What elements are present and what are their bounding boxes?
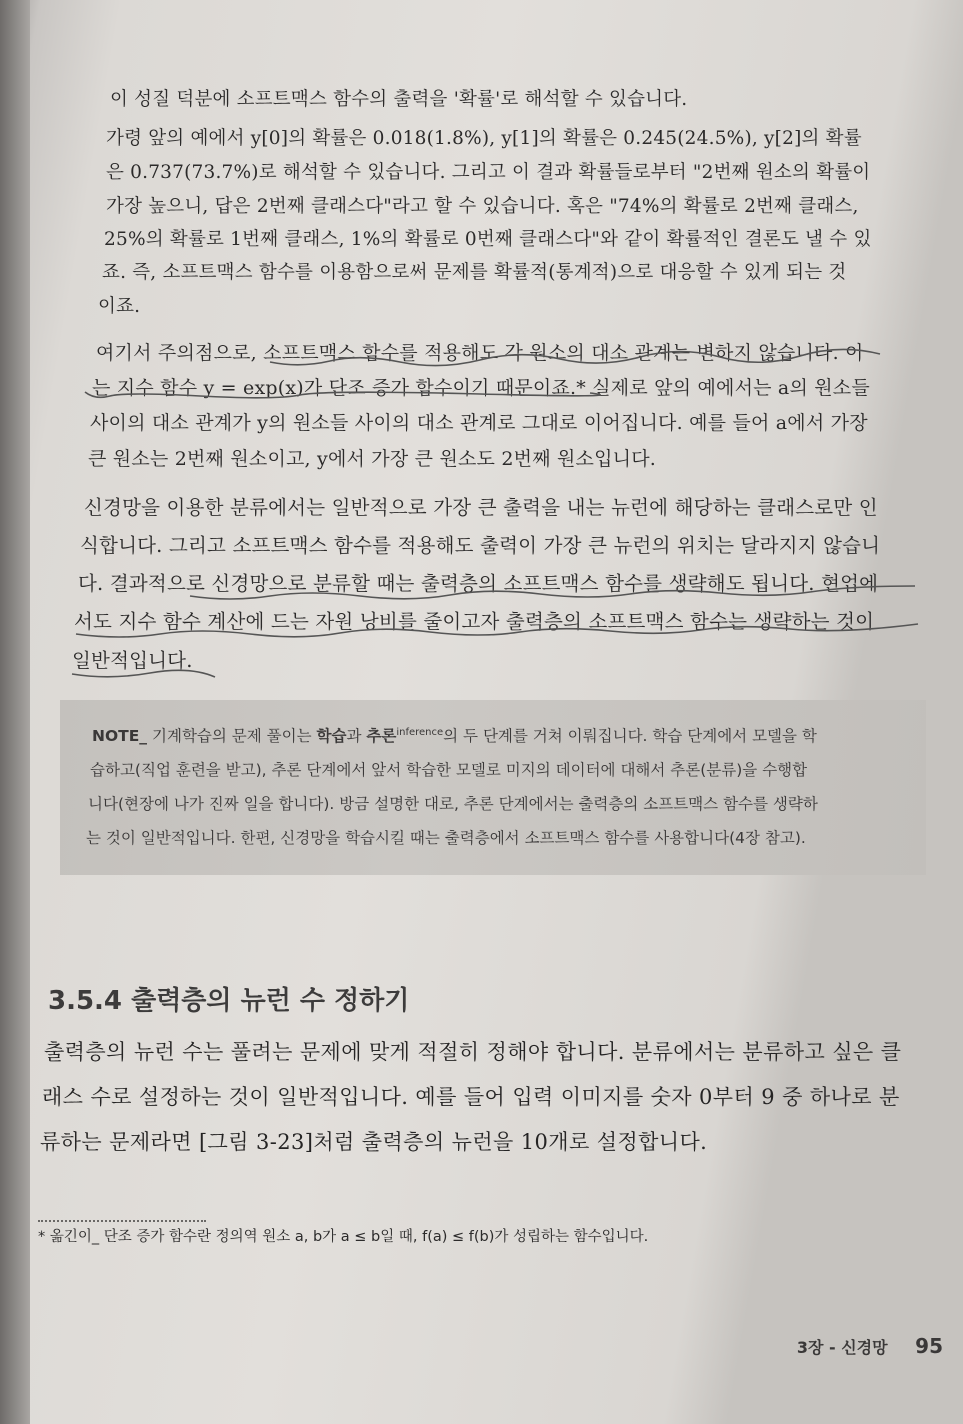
paragraph-4-line: 신경망을 이용한 분류에서는 일반적으로 가장 큰 출력을 내는 뉴런에 해당하는 클래스로만 인	[84, 496, 878, 519]
paragraph-3-line: 여기서 주의점으로, 소프트맥스 함수를 적용해도 각 원소의 대소 관계는 변하지 않습니다. 이	[96, 342, 864, 364]
paragraph-4-line: 일반적입니다.	[72, 649, 193, 672]
paragraph-4-line: 서도 지수 함수 계산에 드는 자원 낭비를 줄이고자 출력층의 소프트맥스 함수는 생략하는 것이	[74, 610, 875, 633]
note-term-inference-en: inference	[396, 727, 444, 738]
section-heading: 3.5.4 출력층의 뉴런 수 정하기	[48, 986, 410, 1016]
paragraph-2-line: 가령 앞의 예에서 y[0]의 확률은 0.018(1.8%), y[1]의 확률은 0.245(24.5%), y[2]의 확률	[106, 128, 862, 149]
note-line: 는 것이 일반적입니다. 한편, 신경망을 학습시킬 때는 출력층에서 소프트맥스 함수를 사용합니다(4장 참고).	[86, 829, 806, 847]
note-text: 과	[346, 727, 367, 745]
footnote: * 옮긴이_ 단조 증가 함수란 정의역 원소 a, b가 a ≤ b일 때, f(a) ≤ f(b)가 성립하는 함수입니다.	[38, 1229, 649, 1245]
note-term-learning: 학습	[316, 727, 347, 745]
note-box	[60, 700, 926, 875]
note-line: 니다(현장에 나가 진짜 일을 합니다). 방금 설명한 대로, 추론 단계에서는 출력층의 소프트맥스 함수를 생략하	[88, 795, 818, 813]
paragraph-4-line: 식합니다. 그리고 소프트맥스 함수를 적용해도 출력이 가장 큰 뉴런의 위치는 달라지지 않습니	[80, 534, 881, 557]
paragraph-3-line: 사이의 대소 관계가 y의 원소들 사이의 대소 관계로 그대로 이어집니다. 예를 들어 a에서 가장	[90, 412, 868, 434]
note-line	[92, 724, 817, 746]
paragraph-3-line: 는 지수 함수 y = exp(x)가 단조 증가 함수이기 때문이죠.* 실제로 앞의 예에서는 a의 원소들	[92, 377, 870, 399]
section-body-line: 래스 수로 설정하는 것이 일반적입니다. 예를 들어 입력 이미지를 숫자 0부터 9 중 하나로 분	[42, 1085, 900, 1109]
paragraph-4-line: 다. 결과적으로 신경망으로 분류할 때는 출력층의 소프트맥스 함수를 생략해도 됩니다. 현업에	[78, 572, 879, 595]
footnote-divider	[38, 1220, 206, 1222]
paragraph-2-line: 가장 높으니, 답은 2번째 클래스다"라고 할 수 있습니다. 혹은 "74%의 확률로 2번째 클래스,	[106, 196, 859, 217]
note-line: 습하고(직업 훈련을 받고), 추론 단계에서 앞서 학습한 모델로 미지의 데이터에 대해서 추론(분류)을 수행합	[90, 761, 808, 779]
page-number: 95	[915, 1334, 943, 1358]
paragraph-3-line: 큰 원소는 2번째 원소이고, y에서 가장 큰 원소도 2번째 원소입니다.	[88, 448, 656, 470]
note-text: 의 두 단계를 거쳐 이뤄집니다. 학습 단계에서 모델을 학	[443, 727, 817, 745]
paragraph-2-line: 25%의 확률로 1번째 클래스, 1%의 확률로 0번째 클래스다"와 같이 확률적인 결론도 낼 수 있	[104, 229, 872, 250]
note-term-inference: 추론	[366, 727, 397, 745]
section-body-line: 류하는 문제라면 [그림 3-23]처럼 출력층의 뉴런을 10개로 설정합니다.	[40, 1130, 708, 1154]
note-text: 기계학습의 문제 풀이는	[152, 727, 317, 745]
paragraph-2-line: 이죠.	[98, 296, 141, 317]
page-footer	[797, 1334, 943, 1358]
paragraph-1-line: 이 성질 덕분에 소프트맥스 함수의 출력을 '확률'로 해석할 수 있습니다.	[110, 89, 688, 110]
chapter-label: 3장 - 신경망	[796, 1338, 888, 1357]
paragraph-2-line: 죠. 즉, 소프트맥스 함수를 이용함으로써 문제를 확률적(통계적)으로 대응할 수 있게 되는 것	[102, 262, 847, 283]
paragraph-2-line: 은 0.737(73.7%)로 해석할 수 있습니다. 그리고 이 결과 확률들로부터 "2번째 원소의 확률이	[106, 162, 871, 183]
note-label: NOTE_	[92, 727, 148, 745]
section-body-line: 출력층의 뉴런 수는 풀려는 문제에 맞게 적절히 정해야 합니다. 분류에서는 분류하고 싶은 클	[44, 1040, 902, 1064]
